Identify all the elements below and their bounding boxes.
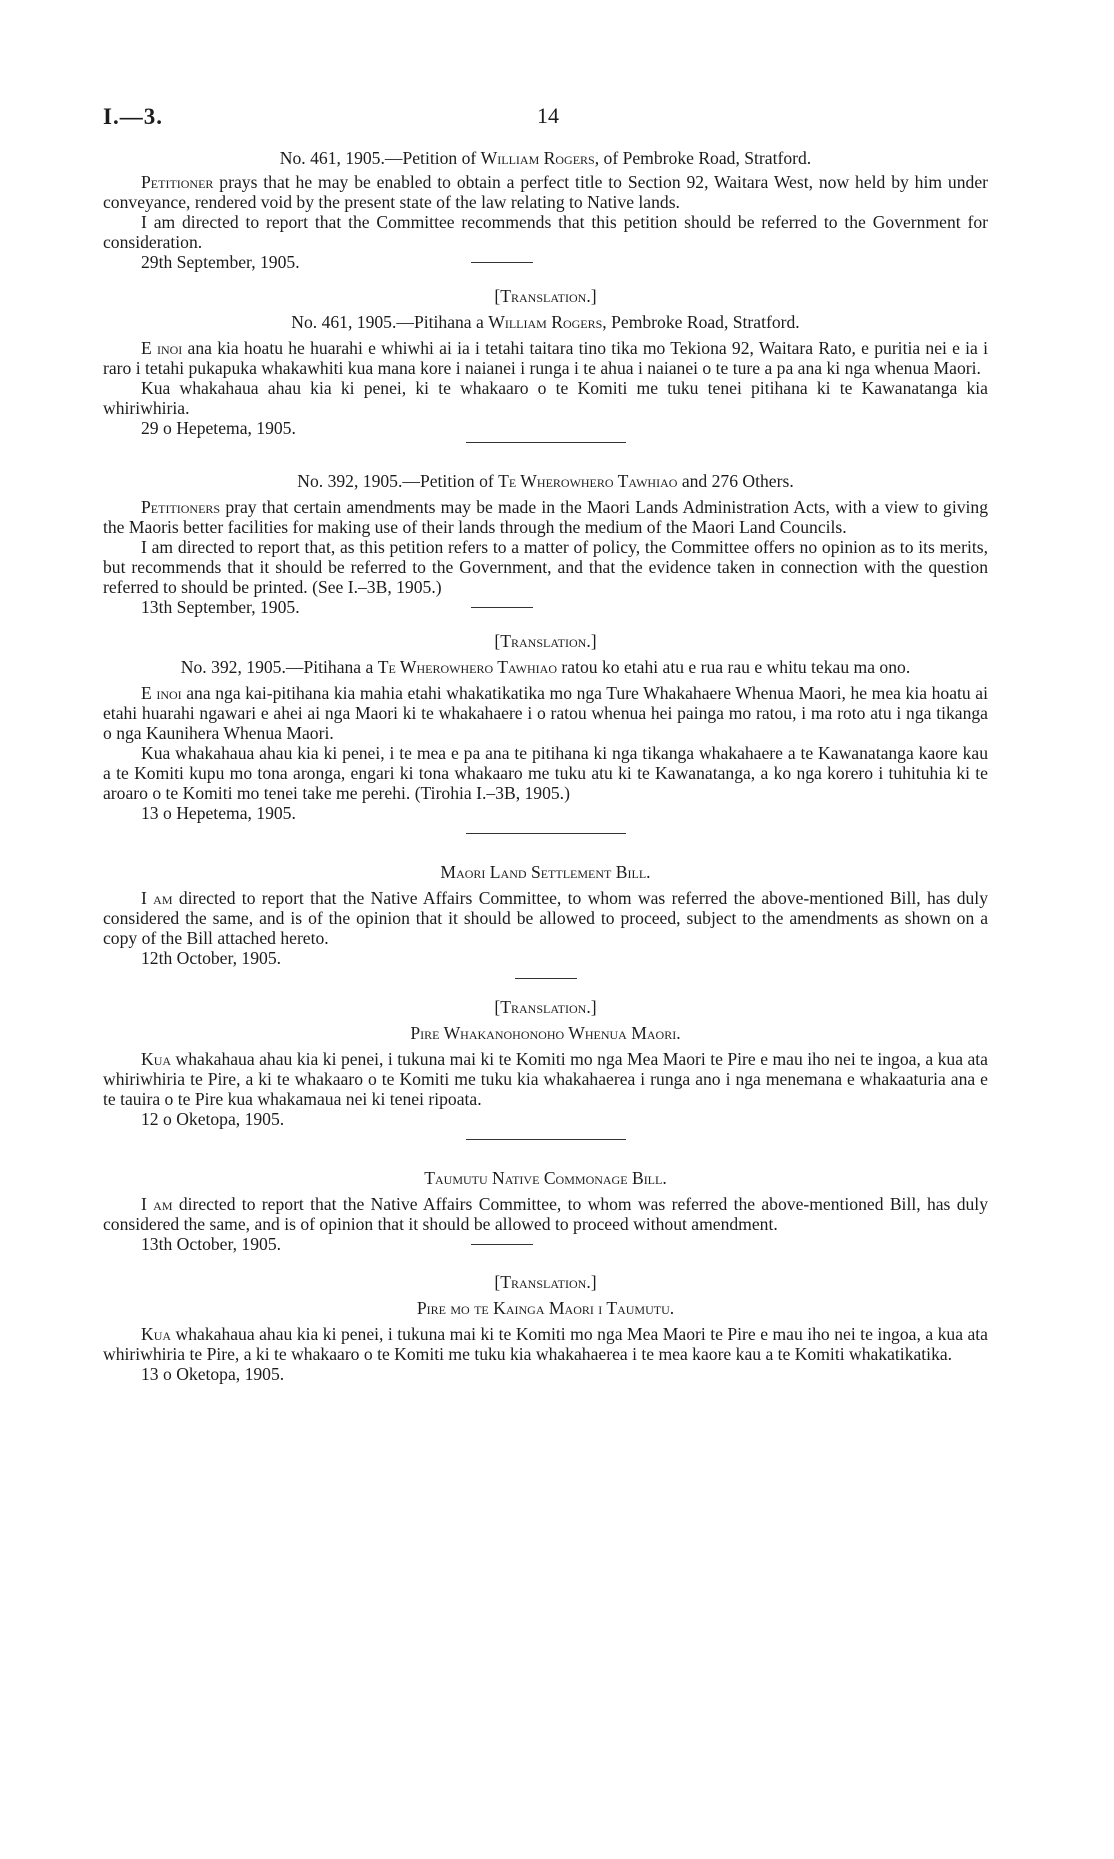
- translation-label: [Translation.]: [494, 1272, 597, 1292]
- report-date: 13th October, 1905.: [141, 1234, 282, 1254]
- date-row: [103, 1234, 988, 1254]
- translation-body: Kua whakahaua ahau kia ki penei, i tukuna mai ki te Komiti mo nga Mea Maori te Pire e mau iho nei te ingoa, a kua ata whiriwhiria te Pire, a ki te whakaaro o te Komiti me tuku kia whakahaerea i te mea kaore kau a te Komiti whakatikatika.: [103, 1324, 988, 1364]
- petition-body: Petitioner prays that he may be enabled to obtain a perfect title to Section 92, Waitara West, now held by him under conveyance, rendered void by the present state of the law relating to Native lands.: [103, 172, 988, 212]
- petition-heading: No. 461, 1905.—Petition of William Rogers, of Pembroke Road, Stratford.: [279, 148, 812, 168]
- translation-body: E inoi ana nga kai-pitihana kia mahia etahi whakatikatika mo nga Ture Whakahaere Whenua Maori, he mea kia hoatu ai etahi huarahi ngawari e ahei ai nga Maori ki te whakahaere i o ratou whenua hei painga mo ratou, i ma roto atu i nga tikanga o nga Kaunihera Whenua Maori.: [103, 683, 988, 743]
- divider: [515, 978, 577, 979]
- bill-report: I am directed to report that the Native Affairs Committee, to whom was referred the above-mentioned Bill, has duly considered the same, and is of opinion that it should be allowed to proceed without amendment.: [103, 1194, 988, 1234]
- translation-heading: No. 461, 1905.—Pitihana a William Rogers, Pembroke Road, Stratford.: [291, 312, 800, 332]
- translation-bill-title: Pire Whakanohonoho Whenua Maori.: [410, 1023, 681, 1043]
- report-date: 29th September, 1905.: [141, 252, 300, 272]
- translation-bill-title: Pire mo te Kainga Maori i Taumutu.: [416, 1298, 675, 1318]
- bill-title: Maori Land Settlement Bill.: [440, 862, 651, 882]
- translation-label: [Translation.]: [494, 631, 597, 651]
- divider: [471, 262, 533, 263]
- column: [103, 148, 988, 1384]
- translation-heading: No. 392, 1905.—Pitihana a Te Wherowhero Tawhiao ratou ko etahi atu e rua rau e whitu tekau ma ono.: [180, 657, 911, 677]
- date-row: [103, 252, 988, 272]
- translation-body: E inoi ana kia hoatu he huarahi e whiwhi ai ia i tetahi taitara tino tika mo Tekiona 92, Waitara Rato, e puritia nei e ia i raro i tetahi pukapuka whakawhiti kua mana kore i naianei i runga i te ahua i naianei o te ture a pa ana ki nga whenua Maori.: [103, 338, 988, 378]
- bill-title: Taumutu Native Commonage Bill.: [424, 1168, 667, 1188]
- page-number: 14: [537, 103, 559, 128]
- paper-reference: I.—3.: [103, 104, 163, 129]
- translation-date: 29 o Hepetema, 1905.: [141, 418, 296, 438]
- translation-body: Kua whakahaua ahau kia ki penei, i tukuna mai ki te Komiti mo nga Mea Maori te Pire e mau iho nei te ingoa, a kua ata whiriwhiria te Pire, a ki te whakaaro o te Komiti me tuku kia whakahaerea i runga ano i nga menemana e whakaaturia ana e te tauira o te Pire kua whakamaua nei ki tenei ripoata.: [103, 1049, 988, 1109]
- translation-report: Kua whakahaua ahau kia ki penei, ki te whakaaro o te Komiti me tuku tenei pitihana ki te Kawanatanga kia whiriwhiria.: [103, 378, 988, 418]
- committee-report: I am directed to report that the Committee recommends that this petition should be referred to the Government for consideration.: [103, 212, 988, 252]
- divider: [471, 607, 533, 608]
- translation-date: 13 o Oketopa, 1905.: [141, 1364, 285, 1384]
- divider: [471, 1244, 533, 1245]
- date-row: [103, 597, 988, 617]
- bill-report: I am directed to report that the Native Affairs Committee, to whom was referred the above-mentioned Bill, has duly considered the same, and is of the opinion that it should be allowed to proceed, subject to the amendments as shown on a copy of the Bill attached hereto.: [103, 888, 988, 948]
- translation-date: 13 o Hepetema, 1905.: [141, 803, 296, 823]
- translation-label: [Translation.]: [494, 286, 597, 306]
- report-date: 12th October, 1905.: [141, 948, 282, 968]
- committee-report: I am directed to report that, as this petition refers to a matter of policy, the Committee offers no opinion as to its merits, but recommends that it should be referred to the Government, and that the evidence taken in connection with the question referred to should be printed. (See I.–3B, 1905.): [103, 537, 988, 597]
- petition-body: Petitioners pray that certain amendments may be made in the Maori Lands Administration Acts, with a view to giving the Maoris better facilities for making use of their lands through the medium of the Maori Land Councils.: [103, 497, 988, 537]
- report-date: 13th September, 1905.: [141, 597, 300, 617]
- translation-date: 12 o Oketopa, 1905.: [141, 1109, 285, 1129]
- section-divider: [466, 442, 626, 443]
- translation-report: Kua whakahaua ahau kia ki penei, i te mea e pa ana te pitihana ki nga tikanga whakahaere a te Kawanatanga kaore kau a te Komiti kupu mo tona aronga, engari ki tona whakaaro me tuku atu ki te Kawanatanga, a ko nga korero i tuhituhia ki te aroaro o te Komiti mo tenei take me perehi. (Tirohia I.–3B, 1905.): [103, 743, 988, 803]
- translation-label: [Translation.]: [494, 997, 597, 1017]
- section-divider: [466, 833, 626, 834]
- section-divider: [466, 1139, 626, 1140]
- petition-heading: No. 392, 1905.—Petition of Te Wherowhero Tawhiao and 276 Others.: [297, 471, 794, 491]
